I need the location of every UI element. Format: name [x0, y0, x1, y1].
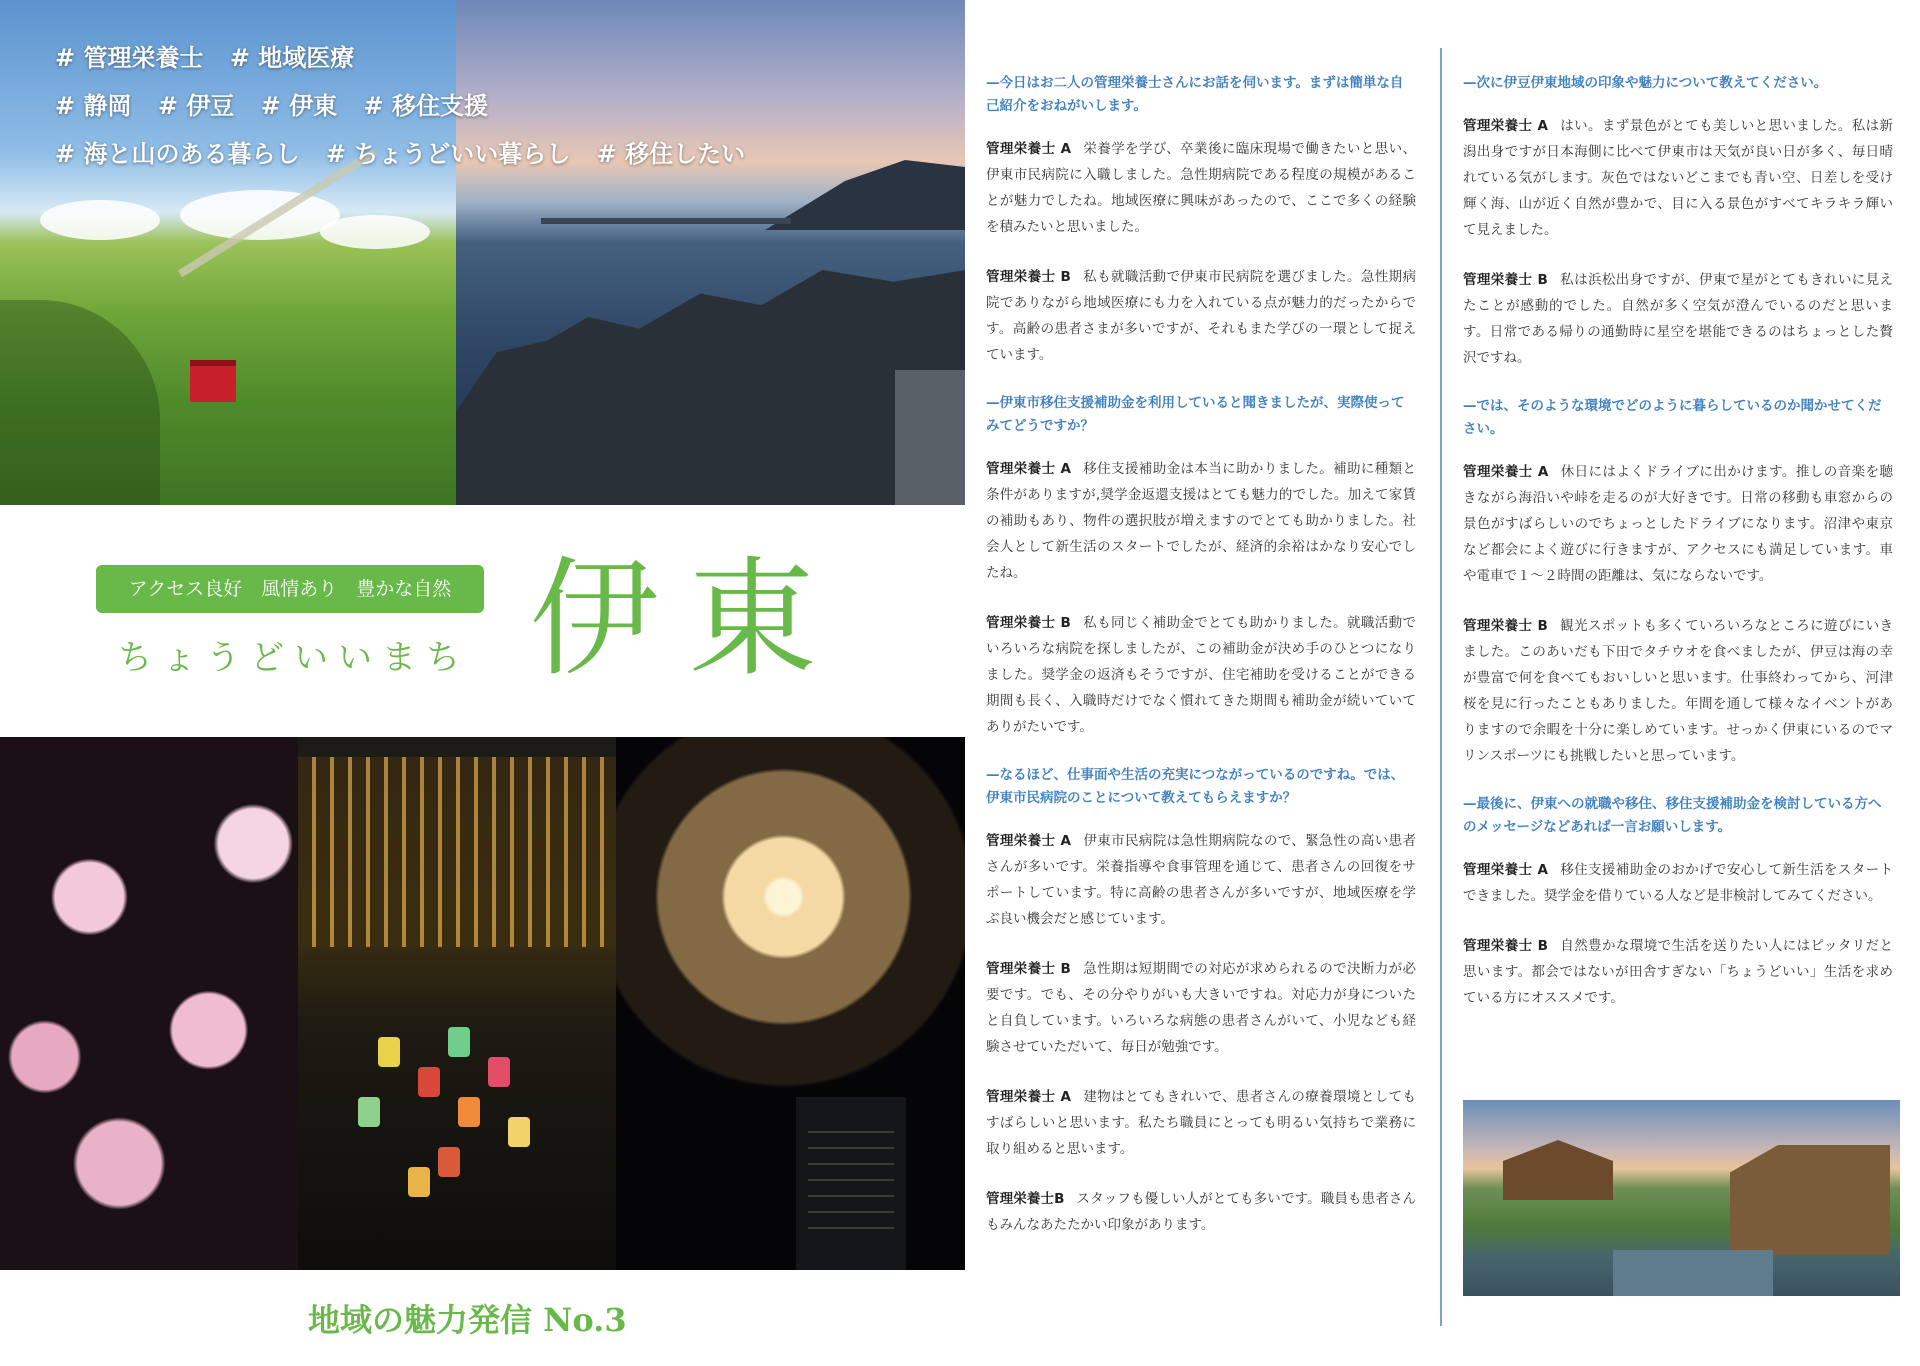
interview-answer [986, 136, 1416, 240]
speaker-label: 管理栄養士 B [986, 961, 1071, 977]
speaker-label: 管理栄養士 B [1463, 938, 1548, 954]
photo-fireworks [616, 737, 965, 1270]
speaker-label: 管理栄養士 A [1463, 118, 1548, 134]
night-photo-area [0, 737, 965, 1270]
photo-floating-lanterns [298, 737, 616, 1270]
interview-answer [986, 264, 1416, 368]
speaker-label: 管理栄養士 A [986, 461, 1071, 477]
city-name-title: 伊東 [530, 545, 847, 694]
answer-text: 移住支援補助金のおかげで安心して新生活をスタートできました。奨学金を借りている人など是非検討してみてください。 [1463, 862, 1893, 904]
interview-column-2 [1463, 72, 1893, 1035]
answer-text: 私も就職活動で伊東市民病院を選びました。急性期病院でありながら地域医療にも力を入れている点が魅力的だったからです。高齢の患者さまが多いですが、それもまた学びの一環として捉えています。 [986, 269, 1416, 363]
column-divider [1440, 48, 1442, 1326]
catchphrase-subtitle: ちょうどいいまち [118, 638, 470, 678]
speaker-label: 管理栄養士 B [1463, 618, 1548, 634]
answer-text: 観光スポットも多くていろいろなところに遊びにいきました。このあいだも下田でタチウオを食べましたが、伊豆は海の幸が豊富で何を食べてもおいしいと思います。仕事終わってから、河津桜を見に行ったこともありました。年間を通して様々なイベントがありますので余暇を十分に楽しめています。せっかく伊東にいるのでマリンスポーツにも挑戦したいと思っています。 [1463, 618, 1893, 764]
interview-answer [1463, 459, 1893, 589]
answer-text: 自然豊かな環境で生活を送りたい人にはピッタリだと思います。都会ではないが田舎すぎない「ちょうどいい」生活を求めている方にオススメです。 [1463, 938, 1893, 1006]
answer-text: 休日にはよくドライブに出かけます。推しの音楽を聴きながら海沿いや峠を走るのが大好きです。日常の移動も車窓からの景色がすばらしいのでちょっとしたドライブになります。沼津や東京など都会によく遊びに行きますが、アクセスにも満足しています。車や電車で１～２時間の距離は、気にならないです。 [1463, 464, 1893, 584]
interview-answer [986, 1186, 1416, 1238]
catchphrase-box: アクセス良好 風情あり 豊かな自然 [96, 565, 484, 613]
speaker-label: 管理栄養士 A [986, 833, 1071, 849]
interview-answer [986, 956, 1416, 1060]
hashtag: # 地域医療 [229, 43, 355, 72]
answer-text: 私も同じく補助金でとても助かりました。就職活動でいろいろな病院を探しましたが、この補助金が決め手のひとつになりました。奨学金の返済もそうですが、住宅補助を受けることができる期間も長く、入職時だけでなく慣れてきた期間も補助金が続いていてありがたいです。 [986, 615, 1416, 735]
answer-text: スタッフも優しい人がとても多いです。職員も患者さんもみんなあたたかい印象があります。 [986, 1191, 1416, 1233]
hashtag-line [55, 82, 763, 130]
hashtag: # 管理栄養士 [55, 43, 204, 72]
interview-question: —次に伊豆伊東地域の印象や魅力について教えてください。 [1463, 75, 1828, 91]
hashtag: # 伊東 [260, 91, 338, 120]
hashtag: # 移住したい [596, 139, 746, 168]
photo-night-cherry-blossoms [0, 737, 298, 1270]
breakwater-rocks [456, 270, 965, 505]
red-hut [190, 360, 236, 402]
speaker-label: 管理栄養士 B [1463, 272, 1548, 288]
speaker-label: 管理栄養士 B [986, 615, 1071, 631]
hashtag-list [55, 34, 763, 178]
interview-answer [1463, 267, 1893, 371]
answer-text: はい。まず景色がとても美しいと思いました。私は新潟出身ですが日本海側に比べて伊東市は天気が良い日が多く、毎日晴れている気がします。灰色ではないどこまでも青い空、日差しを受け輝く海、山が近く自然が豊かで、目に入る景色がすべてキラキラ輝いて見えました。 [1463, 118, 1893, 238]
interview-question: —今日はお二人の管理栄養士さんにお話を伺います。まずは簡単な自己紹介をおねがいします。 [986, 75, 1404, 114]
hashtag: # ちょうどいい暮らし [325, 139, 571, 168]
speaker-label: 管理栄養士 A [1463, 862, 1548, 878]
series-title: 地域の魅力発信 No.3 [308, 1301, 627, 1339]
hashtag: # 伊豆 [157, 91, 235, 120]
interview-answer [1463, 933, 1893, 1011]
interview-question: —伊東市移住支援補助金を利用していると聞きましたが、実際使ってみてどうですか？ [986, 395, 1405, 434]
title-band [0, 505, 965, 737]
speaker-label: 管理栄養士B [986, 1191, 1065, 1207]
answer-text: 伊東市民病院は急性期病院なので、緊急性の高い患者さんが多いです。栄養指導や食事管理を通じて、患者さんの回復をサポートしています。特に高齢の患者さんが多いですが、地域医療を学ぶ良い機会だと感じています。 [986, 833, 1417, 927]
photo-onsen-town-river [1463, 1100, 1900, 1296]
speaker-label: 管理栄養士 A [986, 141, 1072, 157]
answer-text: 建物はとてもきれいで、患者さんの療養環境としてもすばらしいと思います。私たち職員にとっても明るい気持ちで業務に取り組めると思います。 [986, 1089, 1417, 1157]
interview-answer [986, 610, 1416, 740]
interview-column-1 [986, 72, 1416, 1262]
interview-question: —最後に、伊東への就職や移住、移住支援補助金を検討している方へのメッセージなどあれば一言お願いします。 [1463, 796, 1882, 835]
speaker-label: 管理栄養士 A [986, 1089, 1071, 1105]
answer-text: 移住支援補助金は本当に助かりました。補助に種類と条件がありますが,奨学金返還支援はとても魅力的でした。加えて家賃の補助もあり、物件の選択肢が増えますのでとても助かりました。社会人として新生活のスタートでしたが、経済的余裕はかなり安心でしたね。 [986, 461, 1416, 581]
interview-question: —では、そのような環境でどのように暮らしているのか聞かせてください。 [1463, 398, 1882, 437]
hashtag: # 移住支援 [363, 91, 488, 120]
answer-text: 私は浜松出身ですが、伊東で星がとてもきれいに見えたことが感動的でした。自然が多く空気が澄んでいるのだと思います。日常である帰りの通勤時に星空を堪能できるのはちょっとした贅沢ですね。 [1463, 272, 1893, 366]
answer-text: 栄養学を学び、卒業後に臨床現場で働きたいと思い、伊東市民病院に入職しました。急性期病院である程度の規模があることが魅力でしたね。地域医療に興味があったので、ここで多くの経験を積みたいと思いました。 [986, 141, 1416, 235]
interview-question: —なるほど、仕事面や生活の充実につながっているのですね。では、伊東市民病院のことについて教えてもらえますか？ [986, 767, 1405, 806]
hashtag: # 海と山のある暮らし [55, 139, 300, 168]
hero-photo-area [0, 0, 965, 505]
interview-answer [986, 1084, 1416, 1162]
hashtag-line [55, 130, 763, 178]
interview-answer [1463, 613, 1893, 769]
interview-answer [1463, 857, 1893, 909]
interview-answer [1463, 113, 1893, 243]
hashtag-line [55, 34, 763, 82]
answer-text: 急性期は短期間での対応が求められるので決断力が必要です。でも、その分やりがいも大きいですね。対応力が身についたと自負しています。いろいろな病態の患者さんがいて、小児なども経験させていただいて、毎日が勉強です。 [986, 961, 1416, 1055]
interview-answer [986, 828, 1416, 932]
interview-answer [986, 456, 1416, 586]
speaker-label: 管理栄養士 B [986, 269, 1071, 285]
hashtag: # 静岡 [55, 91, 132, 120]
speaker-label: 管理栄養士 A [1463, 464, 1549, 480]
